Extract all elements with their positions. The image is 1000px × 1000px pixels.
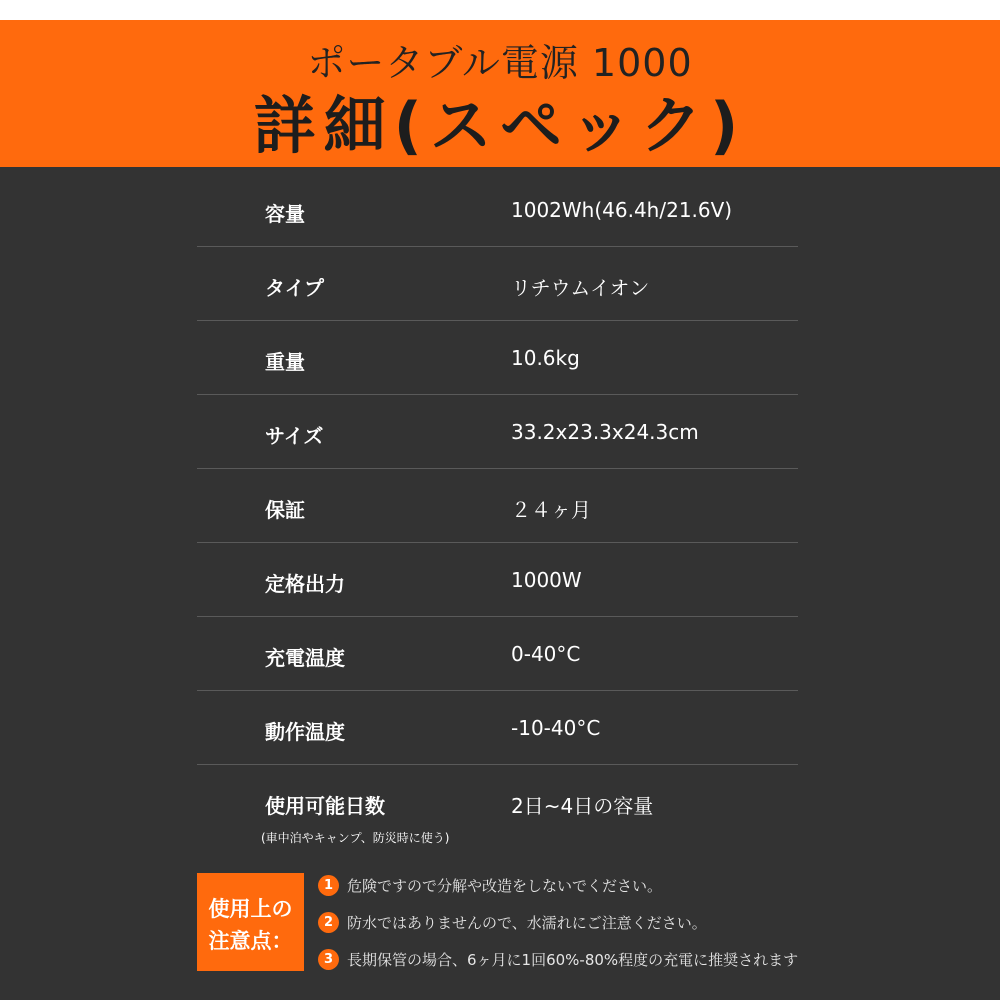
spec-row-warranty bbox=[197, 469, 798, 543]
spec-row-operating-temp bbox=[197, 691, 798, 765]
spec-row-charging-temp bbox=[197, 617, 798, 691]
spec-table bbox=[197, 173, 798, 855]
spec-value: 2日~4日の容量 bbox=[511, 794, 654, 818]
caution-label-line: 注意点： bbox=[208, 929, 293, 953]
number-badge-icon: 2 bbox=[318, 912, 339, 933]
number-badge-icon: 1 bbox=[318, 875, 339, 896]
spec-value: 33.2x23.3x24.3cm bbox=[511, 420, 699, 444]
header-banner bbox=[0, 20, 1000, 167]
caution-list bbox=[318, 872, 800, 983]
caution-label-line: 使用上の bbox=[208, 897, 293, 921]
spec-label: 容量 bbox=[265, 202, 305, 226]
caution-item bbox=[318, 909, 800, 946]
spec-row-capacity bbox=[197, 173, 798, 247]
top-white-strip bbox=[0, 0, 1000, 20]
spec-value: 1000W bbox=[511, 568, 582, 592]
spec-value: 0-40°C bbox=[511, 642, 581, 666]
spec-row-size bbox=[197, 395, 798, 469]
spec-label: 重量 bbox=[265, 350, 305, 374]
spec-value: リチウムイオン bbox=[511, 276, 650, 300]
caution-text: 防水ではありませんので、水濡れにご注意ください。 bbox=[347, 914, 707, 932]
caution-item bbox=[318, 946, 800, 983]
number-badge-icon: 3 bbox=[318, 949, 339, 970]
spec-note: (車中泊やキャンプ、防災時に使う) bbox=[261, 831, 450, 845]
product-name: ポータブル電源 1000 bbox=[307, 41, 693, 85]
spec-row-weight bbox=[197, 321, 798, 395]
spec-row-type bbox=[197, 247, 798, 321]
spec-label: 充電温度 bbox=[265, 646, 345, 670]
spec-label: 定格出力 bbox=[265, 572, 345, 596]
spec-label: サイズ bbox=[265, 424, 324, 448]
spec-row-rated-output bbox=[197, 543, 798, 617]
caution-text: 危険ですので分解や改造をしないでください。 bbox=[347, 877, 663, 895]
spec-label: 動作温度 bbox=[265, 720, 345, 744]
spec-label: 使用可能日数 bbox=[265, 794, 385, 818]
spec-value: -10-40°C bbox=[511, 716, 601, 740]
spec-row-usable-days bbox=[197, 765, 798, 855]
caution-item bbox=[318, 872, 800, 909]
caution-label bbox=[197, 893, 304, 957]
caution-text: 長期保管の場合、6ヶ月に1回60%-80%程度の充電に推奨されます bbox=[347, 951, 799, 969]
spec-value: 10.6kg bbox=[511, 346, 580, 370]
spec-label: タイプ bbox=[265, 276, 324, 300]
spec-value: ２４ヶ月 bbox=[511, 498, 591, 522]
page-title: 詳細(スペック) bbox=[253, 89, 747, 162]
spec-value: 1002Wh(46.4h/21.6V) bbox=[511, 198, 733, 222]
caution-label-box bbox=[197, 873, 304, 971]
spec-label: 保証 bbox=[265, 498, 305, 522]
